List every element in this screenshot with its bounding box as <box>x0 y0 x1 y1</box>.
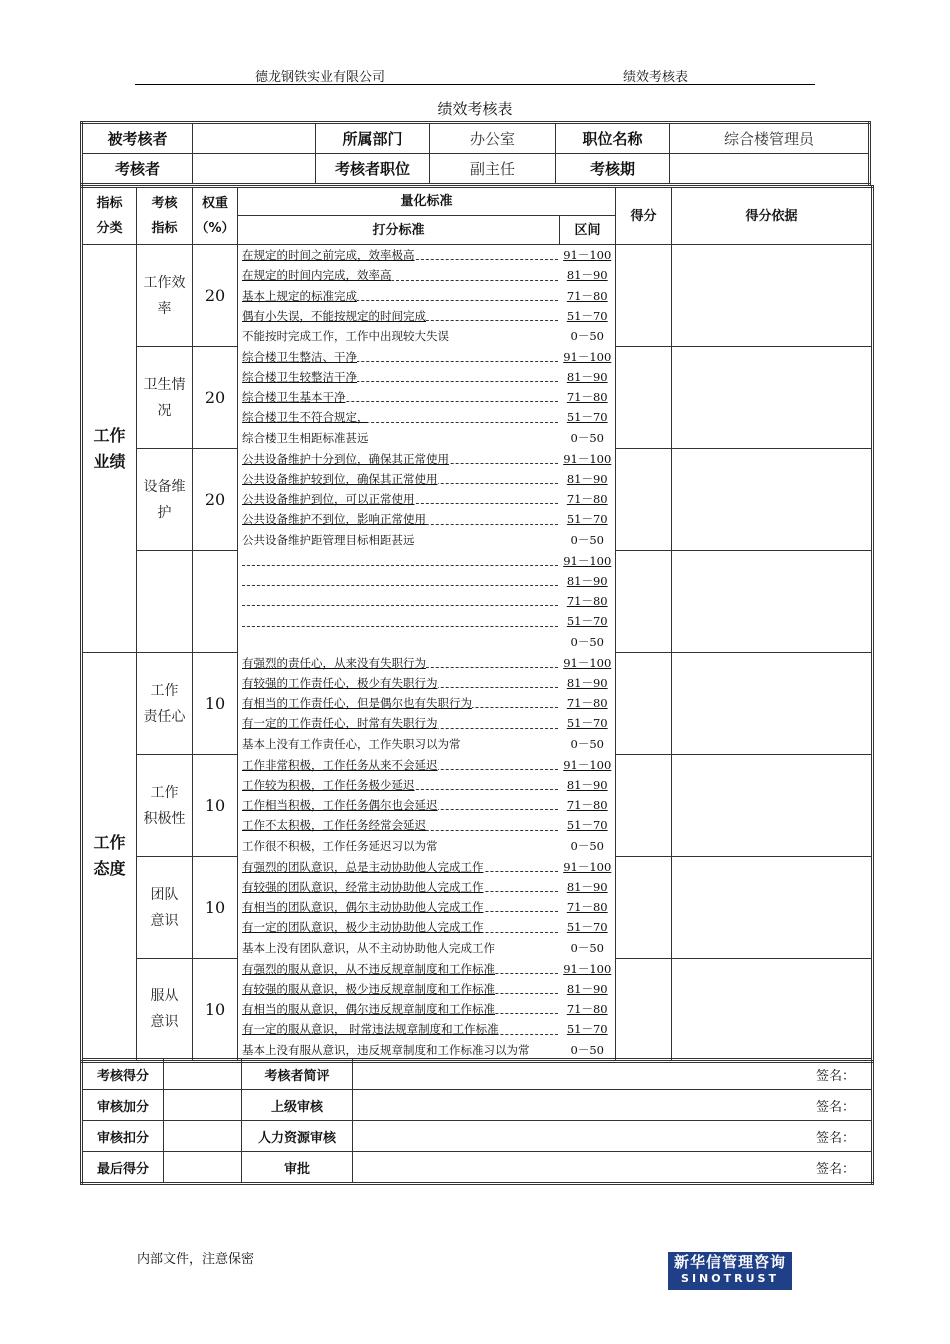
range-list <box>560 449 616 551</box>
summary-row <box>82 1121 873 1152</box>
range-list <box>560 959 616 1062</box>
range-item: 91－100 <box>563 961 612 976</box>
criterion-text: 公共设备维护距管理目标相距甚远 <box>238 530 415 550</box>
header-row-1 <box>82 187 873 216</box>
signature-cell[interactable]: 签名： <box>353 1090 873 1121</box>
position-label: 职位名称 <box>556 123 670 154</box>
range-list <box>560 347 616 449</box>
criterion-text: 工作非常积极，工作任务从来不会延迟 <box>238 755 438 775</box>
criterion-text: 基本上没有团队意识，从不主动协助他人完成工作 <box>238 938 495 958</box>
criteria-list <box>238 449 560 551</box>
criterion-text: 工作很不积极，工作任务延迟习以为常 <box>238 836 438 856</box>
basis-cell[interactable] <box>672 347 873 449</box>
criterion-item <box>238 979 560 999</box>
criterion-leader-line <box>242 585 558 586</box>
summary-row <box>82 1090 873 1121</box>
criterion-item <box>238 245 560 265</box>
criterion-leader-line <box>242 626 558 627</box>
criterion-text: 综合楼卫生基本干净 <box>238 387 346 407</box>
range-item: 71－80 <box>566 390 608 405</box>
basis-cell[interactable] <box>672 959 873 1062</box>
score-cell[interactable] <box>616 857 672 959</box>
range-item: 0－50 <box>570 1042 604 1057</box>
criterion-item <box>238 755 560 775</box>
indicator-row <box>82 347 873 449</box>
range-item: 81－90 <box>566 675 608 690</box>
criterion-item <box>238 591 560 611</box>
criteria-list <box>238 347 560 449</box>
confidential-note: 内部文件，注意保密 <box>137 1252 255 1267</box>
range-item: 51－70 <box>566 614 608 629</box>
criterion-item <box>238 877 560 897</box>
period-label: 考核期 <box>556 154 670 185</box>
range-item: 71－80 <box>566 594 608 609</box>
review-label: 上级审核 <box>242 1090 353 1121</box>
indicator-name: 卫生情 况 <box>137 347 193 449</box>
range-item: 91－100 <box>563 349 612 364</box>
range-item: 81－90 <box>566 981 608 996</box>
score-cell[interactable] <box>616 755 672 857</box>
criteria-list <box>238 755 560 857</box>
criterion-item <box>238 815 560 835</box>
summary-label: 审核扣分 <box>82 1121 164 1152</box>
criterion-item <box>238 449 560 469</box>
range-item: 81－90 <box>566 777 608 792</box>
evaluatee-value[interactable] <box>193 123 316 154</box>
range-item: 91－100 <box>563 655 612 670</box>
logo-text-en: SINOTRUST <box>681 1272 779 1285</box>
criterion-item <box>238 673 560 693</box>
criterion-text: 有强烈的责任心，从来没有失职行为 <box>238 653 426 673</box>
indicator-name: 团队 意识 <box>137 857 193 959</box>
criteria-list <box>238 551 560 653</box>
criterion-text: 综合楼卫生相距标准甚远 <box>238 428 369 448</box>
indicator-weight: 10 <box>193 857 238 959</box>
criterion-text: 有较强的工作责任心，极少有失职行为 <box>238 673 438 693</box>
basis-cell[interactable] <box>672 449 873 551</box>
range-list <box>560 857 616 959</box>
criterion-item <box>238 897 560 917</box>
range-item: 0－50 <box>570 634 604 649</box>
summary-label: 最后得分 <box>82 1152 164 1184</box>
evaluation-table <box>80 185 874 1063</box>
col-weight: 权重 （%） <box>193 187 238 245</box>
indicator-weight: 10 <box>193 755 238 857</box>
range-list <box>560 245 616 347</box>
range-item: 0－50 <box>570 532 604 547</box>
criterion-item <box>238 775 560 795</box>
review-label: 审批 <box>242 1152 353 1184</box>
indicator-row <box>82 245 873 347</box>
basis-cell[interactable] <box>672 857 873 959</box>
range-item: 0－50 <box>570 430 604 445</box>
col-category: 指标 分类 <box>82 187 137 245</box>
criterion-item <box>238 999 560 1019</box>
criterion-item <box>238 632 560 652</box>
range-item: 91－100 <box>563 248 612 262</box>
category-label: 工作 态度 <box>82 653 137 1062</box>
criterion-text: 有一定的团队意识，极少主动协助他人完成工作 <box>238 917 484 937</box>
criterion-text: 有强烈的团队意识，总是主动协助他人完成工作 <box>238 857 484 877</box>
criterion-item <box>238 734 560 754</box>
range-item: 91－100 <box>563 859 612 874</box>
indicator-name: 设备维 护 <box>137 449 193 551</box>
indicator-weight: 20 <box>193 449 238 551</box>
criterion-leader-line <box>242 605 558 606</box>
criteria-list <box>238 959 560 1062</box>
range-item: 81－90 <box>566 369 608 384</box>
criterion-text: 有相当的团队意识，偶尔主动协助他人完成工作 <box>238 897 484 917</box>
criteria-list <box>238 653 560 755</box>
criterion-item <box>238 286 560 306</box>
basis-cell[interactable] <box>672 755 873 857</box>
range-item: 81－90 <box>566 268 608 283</box>
criteria-list <box>238 857 560 959</box>
criterion-item <box>238 387 560 407</box>
range-item: 71－80 <box>566 900 608 915</box>
range-item: 0－50 <box>570 736 604 751</box>
criterion-text: 有一定的工作责任心，时常有失职行为 <box>238 713 438 733</box>
indicator-row <box>82 857 873 959</box>
department-value[interactable]: 办公室 <box>430 123 556 154</box>
score-cell[interactable] <box>616 551 672 653</box>
range-list <box>560 551 616 653</box>
range-item: 71－80 <box>566 492 608 507</box>
review-label: 考核者简评 <box>242 1059 353 1090</box>
criterion-text: 综合楼卫生不符合规定， <box>238 407 369 427</box>
evaluator-label: 考核者 <box>82 154 193 185</box>
criterion-item <box>238 857 560 877</box>
review-label: 人力资源审核 <box>242 1121 353 1152</box>
category-label: 工作 业绩 <box>82 245 137 653</box>
document-title: 绩效考核表 <box>437 100 513 118</box>
range-item: 0－50 <box>570 940 604 955</box>
criterion-item <box>238 530 560 550</box>
criterion-item <box>238 551 560 571</box>
info-row-2 <box>82 154 870 185</box>
indicator-name: 工作 责任心 <box>137 653 193 755</box>
sinotrust-logo <box>668 1252 792 1290</box>
criterion-text: 有一定的服从意识， 时常违法规章制度和工作标准 <box>238 1019 499 1039</box>
col-score: 得分 <box>616 187 672 245</box>
col-quant: 量化标准 <box>238 187 616 216</box>
criterion-text: 有较强的团队意识，经常主动协助他人完成工作 <box>238 877 484 897</box>
range-item: 71－80 <box>566 1002 608 1017</box>
indicator-weight: 20 <box>193 245 238 347</box>
range-item: 51－70 <box>566 716 608 731</box>
summary-value[interactable] <box>164 1059 242 1090</box>
criterion-text: 工作较为积极，工作任务极少延迟 <box>238 775 415 795</box>
criterion-text: 有相当的服从意识，偶尔违反规章制度和工作标准 <box>238 999 495 1019</box>
range-item: 81－90 <box>566 879 608 894</box>
range-item: 81－90 <box>566 573 608 588</box>
header-rule <box>135 84 815 85</box>
criterion-item <box>238 959 560 979</box>
summary-row <box>82 1152 873 1184</box>
criterion-item <box>238 611 560 631</box>
info-row-1 <box>82 123 870 154</box>
summary-table <box>80 1058 874 1185</box>
indicator-row <box>82 551 873 653</box>
criteria-list <box>238 245 560 347</box>
score-cell[interactable] <box>616 959 672 1062</box>
col-range: 区间 <box>560 216 616 245</box>
range-item: 0－50 <box>570 838 604 853</box>
criterion-item <box>238 795 560 815</box>
range-item: 51－70 <box>566 512 608 527</box>
criterion-text: 基本上规定的标准完成 <box>238 286 357 306</box>
department-label: 所属部门 <box>316 123 430 154</box>
criterion-text: 工作相当积极，工作任务偶尔也会延迟 <box>238 795 438 815</box>
header-company: 德龙钢铁实业有限公司 <box>255 70 386 85</box>
range-item: 51－70 <box>566 1022 608 1037</box>
criterion-item <box>238 1019 560 1039</box>
criterion-text: 不能按时完成工作，工作中出现较大失误 <box>238 326 449 346</box>
summary-row <box>82 1059 873 1090</box>
indicator-name <box>137 551 193 653</box>
criterion-item <box>238 326 560 346</box>
range-item: 91－100 <box>563 451 612 466</box>
indicator-name: 工作效 率 <box>137 245 193 347</box>
score-cell[interactable] <box>616 347 672 449</box>
criterion-item <box>238 469 560 489</box>
evaluator-position-value[interactable]: 副主任 <box>430 154 556 185</box>
criterion-text: 公共设备维护较到位，确保其正常使用 <box>238 469 438 489</box>
criterion-item <box>238 509 560 529</box>
position-value[interactable]: 综合楼管理员 <box>670 123 870 154</box>
score-cell[interactable] <box>616 449 672 551</box>
range-item: 71－80 <box>566 288 608 303</box>
indicator-name: 工作 积极性 <box>137 755 193 857</box>
summary-value[interactable] <box>164 1152 242 1184</box>
indicator-row <box>82 755 873 857</box>
evaluator-value[interactable] <box>193 154 316 185</box>
indicator-weight: 10 <box>193 959 238 1062</box>
criterion-item <box>238 367 560 387</box>
criterion-text: 公共设备维护十分到位，确保其正常使用 <box>238 449 449 469</box>
signature-cell[interactable]: 签名： <box>353 1059 873 1090</box>
criterion-text: 有相当的工作责任心，但是偶尔也有失职行为 <box>238 693 472 713</box>
header-doc-name: 绩效考核表 <box>623 70 689 85</box>
summary-value[interactable] <box>164 1090 242 1121</box>
indicator-row <box>82 653 873 755</box>
range-item: 51－70 <box>566 920 608 935</box>
criterion-item <box>238 836 560 856</box>
criterion-item <box>238 407 560 427</box>
indicator-weight: 20 <box>193 347 238 449</box>
indicator-row <box>82 959 873 1062</box>
col-indicator: 考核 指标 <box>137 187 193 245</box>
criterion-text: 公共设备维护不到位，影响正常使用 <box>238 509 426 529</box>
range-list <box>560 755 616 857</box>
summary-label: 审核加分 <box>82 1090 164 1121</box>
criterion-text: 工作不太积极，工作任务经常会延迟 <box>238 815 426 835</box>
criterion-text: 基本上没有工作责任心，工作失职习以为常 <box>238 734 461 754</box>
indicator-weight: 10 <box>193 653 238 755</box>
basis-cell[interactable] <box>672 245 873 347</box>
criterion-text: 有强烈的服从意识，从不违反规章制度和工作标准 <box>238 959 495 979</box>
basis-cell[interactable] <box>672 653 873 755</box>
criterion-item <box>238 571 560 591</box>
criterion-text: 在规定的时间之前完成，效率极高 <box>238 245 415 265</box>
criterion-item <box>238 653 560 673</box>
basis-cell[interactable] <box>672 551 873 653</box>
indicator-row <box>82 449 873 551</box>
range-item: 71－80 <box>566 798 608 813</box>
criterion-text: 综合楼卫生较整洁干净 <box>238 367 357 387</box>
criterion-item <box>238 938 560 958</box>
logo-text-cn: 新华信管理咨询 <box>673 1253 786 1271</box>
criterion-item <box>238 917 560 937</box>
criterion-text: 公共设备维护到位，可以正常使用 <box>238 489 415 509</box>
criterion-item <box>238 1040 560 1060</box>
range-item: 71－80 <box>566 696 608 711</box>
criterion-text: 有较强的服从意识，极少违反规章制度和工作标准 <box>238 979 495 999</box>
criterion-text: 综合楼卫生整洁、干净 <box>238 347 357 367</box>
criterion-item <box>238 713 560 733</box>
summary-value[interactable] <box>164 1121 242 1152</box>
criterion-item <box>238 693 560 713</box>
criterion-text: 基本上没有服从意识，违反规章制度和工作标准习以为常 <box>238 1040 530 1060</box>
criterion-item <box>238 265 560 285</box>
criterion-item <box>238 428 560 448</box>
criterion-leader-line <box>242 565 558 566</box>
indicator-weight <box>193 551 238 653</box>
info-table <box>80 121 871 186</box>
criterion-item <box>238 347 560 367</box>
range-item: 91－100 <box>563 757 612 772</box>
score-cell[interactable] <box>616 653 672 755</box>
range-list <box>560 653 616 755</box>
range-item: 51－70 <box>566 308 608 323</box>
criterion-text: 偶有小失误，不能按规定的时间完成 <box>238 306 426 326</box>
range-item: 81－90 <box>566 471 608 486</box>
period-value[interactable] <box>670 154 870 185</box>
score-cell[interactable] <box>616 245 672 347</box>
criterion-item <box>238 306 560 326</box>
range-item: 51－70 <box>566 818 608 833</box>
col-scoring: 打分标准 <box>238 216 560 245</box>
signature-cell[interactable]: 签名： <box>353 1152 873 1184</box>
summary-label: 考核得分 <box>82 1059 164 1090</box>
evaluator-position-label: 考核者职位 <box>316 154 430 185</box>
evaluatee-label: 被考核者 <box>82 123 193 154</box>
range-item: 51－70 <box>566 410 608 425</box>
criterion-text: 在规定的时间内完成，效率高 <box>238 265 392 285</box>
range-item: 0－50 <box>570 329 604 344</box>
col-basis: 得分依据 <box>672 187 873 245</box>
signature-cell[interactable]: 签名： <box>353 1121 873 1152</box>
criterion-item <box>238 489 560 509</box>
range-item: 91－100 <box>563 553 612 568</box>
indicator-name: 服从 意识 <box>137 959 193 1062</box>
